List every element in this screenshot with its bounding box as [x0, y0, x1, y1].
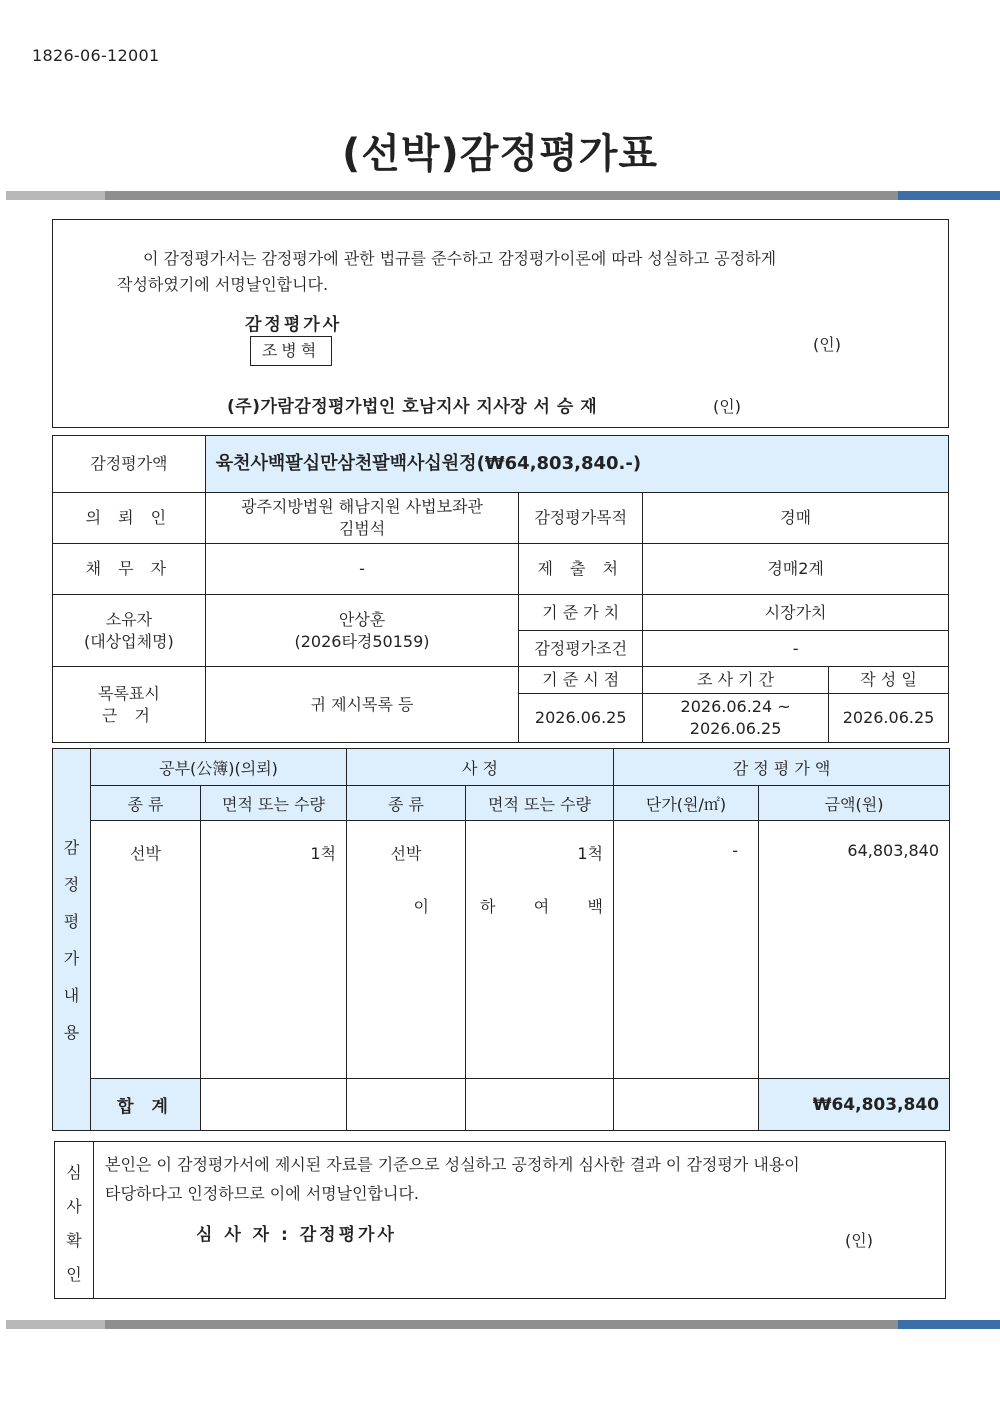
debtor-value: - — [205, 544, 519, 595]
side-char: 정 — [63, 874, 80, 894]
list-basis-label — [53, 667, 206, 743]
written-date-label: 작 성 일 — [829, 667, 949, 694]
client-value-line-2: 김범석 — [338, 519, 386, 538]
survey-period-line-1: 2026.06.24 ~ — [680, 697, 791, 716]
total-row — [53, 1079, 950, 1131]
total-empty-cell — [614, 1079, 759, 1131]
review-side-label — [55, 1142, 94, 1298]
side-char: 용 — [63, 1022, 80, 1042]
blank-marker-4: 백 — [587, 897, 604, 916]
basis-value: 시장가치 — [643, 595, 949, 631]
condition-value: - — [643, 631, 949, 667]
appraisal-content-table — [52, 748, 950, 1131]
review-line-2: 타당하다고 인정하므로 이에 서명날인합니다. — [105, 1184, 420, 1203]
blank-marker-3: 여 — [533, 897, 550, 916]
page-title: (선박)감정평가표 — [341, 131, 659, 177]
row-qty-actual — [466, 821, 614, 1079]
col-kind-actual: 종 류 — [347, 786, 466, 821]
side-char: 평 — [63, 911, 80, 931]
list-basis-label-line-1: 목록표시 — [97, 683, 160, 703]
group-appraised-value: 감 정 평 가 액 — [614, 749, 950, 786]
owner-label-line-1: 소유자 — [105, 609, 153, 629]
survey-period-value — [643, 694, 829, 743]
row-kind: 선박 — [91, 821, 201, 1079]
declaration-line-1: 이 감정평가서는 감정평가에 관한 법규를 준수하고 감정평가이론에 따라 성실하고 공정하게 — [143, 249, 777, 268]
total-value: ₩64,803,840 — [759, 1079, 950, 1131]
corporation-line: (주)가람감정평가법인 호남지사 지사장 서 승 재 — [227, 397, 598, 417]
amount-label: 감정평가액 — [53, 436, 206, 493]
total-label: 합 계 — [91, 1079, 201, 1131]
debtor-label: 채 무 자 — [53, 544, 206, 595]
table-row — [53, 821, 950, 1079]
survey-period-line-2: 2026.06.25 — [689, 719, 782, 738]
group-public-record: 공부(公簿)(의뢰) — [91, 749, 347, 786]
row-unit-price: - — [614, 821, 759, 1079]
client-value — [205, 493, 519, 544]
review-side-char: 심 — [66, 1163, 82, 1182]
declaration-box — [52, 219, 949, 428]
review-confirmation-box — [54, 1141, 946, 1299]
review-text — [105, 1150, 905, 1208]
side-char: 감 — [63, 837, 80, 857]
reviewer-line: 심 사 자 : 감정평가사 — [196, 1225, 397, 1245]
list-basis-label-line-2: 근 거 — [101, 705, 156, 725]
review-line-1: 본인은 이 감정평가서에 제시된 자료를 기준으로 성실하고 공정하게 심사한 결과 이 감정평가 내용이 — [105, 1155, 800, 1174]
reviewer-seal: (인) — [845, 1231, 873, 1250]
appraisal-info-table — [52, 435, 949, 743]
col-unit-price: 단가(원/㎡) — [614, 786, 759, 821]
appraiser-seal: (인) — [813, 335, 841, 354]
col-kind: 종 류 — [91, 786, 201, 821]
review-side-char: 사 — [66, 1197, 82, 1216]
blank-marker-group — [466, 894, 613, 917]
survey-period-label: 조 사 기 간 — [643, 667, 829, 694]
appraiser-title: 감정평가사 — [245, 315, 343, 335]
group-actual: 사 정 — [347, 749, 614, 786]
declaration-line-2: 작성하였기에 서명날인합니다. — [117, 275, 329, 294]
condition-label: 감정평가조건 — [519, 631, 643, 667]
side-char: 내 — [63, 985, 80, 1005]
written-date-value: 2026.06.25 — [829, 694, 949, 743]
row-kind-actual — [347, 821, 466, 1079]
top-divider-bar — [6, 191, 1000, 200]
blank-marker-2: 하 — [480, 897, 496, 916]
total-empty-cell — [347, 1079, 466, 1131]
side-char: 가 — [63, 948, 80, 968]
client-value-line-1: 광주지방법원 해남지원 사법보좌관 — [240, 497, 483, 516]
submit-value: 경매2계 — [643, 544, 949, 595]
base-date-value: 2026.06.25 — [519, 694, 643, 743]
owner-value — [205, 595, 519, 667]
col-area-actual: 면적 또는 수량 — [466, 786, 614, 821]
col-area: 면적 또는 수량 — [201, 786, 347, 821]
row-kind-actual-value: 선박 — [390, 844, 422, 863]
review-side-char: 인 — [66, 1265, 82, 1284]
owner-label — [53, 595, 206, 667]
purpose-value: 경매 — [643, 493, 949, 544]
row-amount: 64,803,840 — [759, 821, 950, 1079]
appraiser-name: 조병혁 — [250, 336, 332, 366]
bottom-divider-bar — [6, 1320, 1000, 1329]
document-number: 1826-06-12001 — [32, 46, 160, 65]
client-label: 의 뢰 인 — [53, 493, 206, 544]
corporation-seal: (인) — [713, 397, 741, 416]
list-basis-value: 귀 제시목록 등 — [205, 667, 519, 743]
blank-marker-1: 이 — [413, 897, 430, 916]
amount-value: 육천사백팔십만삼천팔백사십원정(₩64,803,840.-) — [205, 436, 948, 493]
owner-value-line-2: (2026타경50159) — [294, 631, 430, 651]
col-amount: 금액(원) — [759, 786, 950, 821]
row-qty: 1척 — [201, 821, 347, 1079]
base-date-label: 기 준 시 점 — [519, 667, 643, 694]
total-empty-cell — [201, 1079, 347, 1131]
declaration-text — [117, 246, 897, 298]
owner-value-line-1: 안상훈 — [338, 609, 386, 629]
submit-label: 제 출 처 — [519, 544, 643, 595]
basis-value-label: 기 준 가 치 — [519, 595, 643, 631]
row-qty-actual-value: 1척 — [577, 844, 604, 863]
appraisal-content-side-label — [53, 749, 91, 1131]
total-empty-cell — [466, 1079, 614, 1131]
review-side-char: 확 — [66, 1231, 82, 1250]
owner-label-line-2: (대상업체명) — [83, 631, 174, 651]
purpose-label: 감정평가목적 — [519, 493, 643, 544]
